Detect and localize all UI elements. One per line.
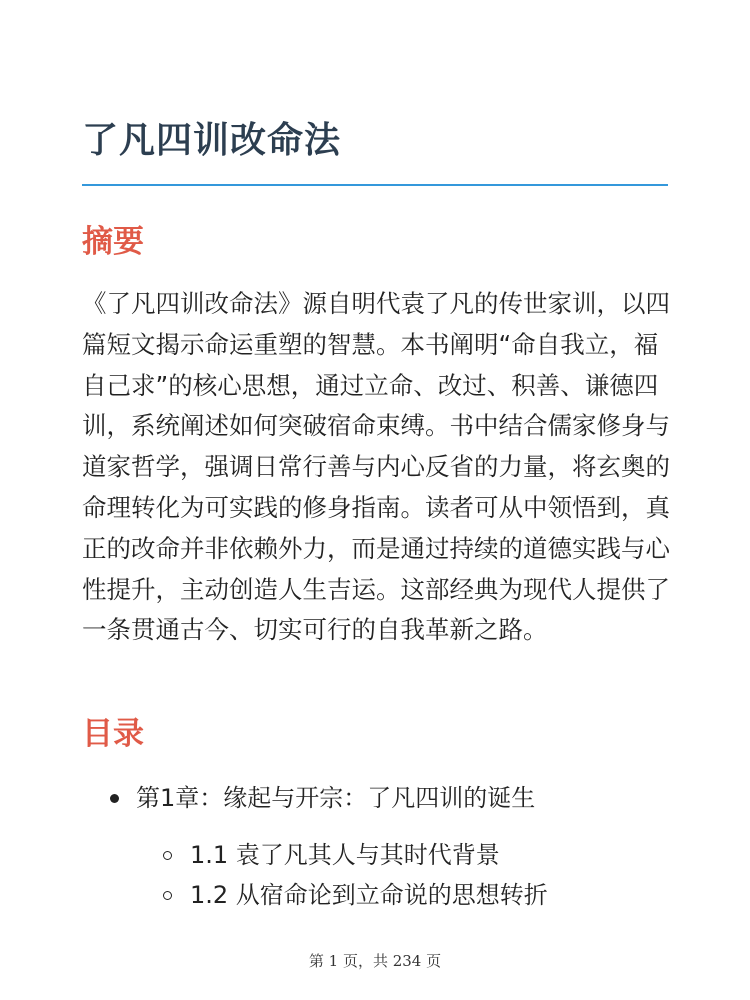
bullet-disc-icon [110, 794, 119, 803]
bullet-circle-icon [163, 891, 172, 900]
page-footer: 第 1 页，共 234 页 [308, 952, 442, 970]
title-divider [82, 184, 668, 186]
page-title: 了凡四训改命法 [82, 120, 342, 161]
toc-section-label: 1.1 袁了凡其人与其时代背景 [190, 841, 500, 869]
abstract-heading: 摘要 [82, 224, 144, 260]
toc-heading: 目录 [82, 716, 144, 752]
abstract-paragraph: 《了凡四训改命法》源自明代袁了凡的传世家训，以四篇短文揭示命运重塑的智慧。本书阐明“命自我立，福自己求”的核心思想，通过立命、改过、积善、谦德四训，系统阐述如何突破宿命束缚。书中结合儒家修身与道家哲学，强调日常行善与内心反省的力量，将玄奥的命理转化为可实践的修身指南。读者可从中领悟到，真正的改命并非依赖外力，而是通过持续的道德实践与心性提升，主动创造人生吉运。这部经典为现代人提供了一条贯通古今、切实可行的自我革新之路。 [82, 289, 670, 645]
toc-chapter-label: 第1章：缘起与开宗：了凡四训的诞生 [136, 784, 536, 812]
bullet-circle-icon [163, 851, 172, 860]
toc-section-label: 1.2 从宿命论到立命说的思想转折 [190, 881, 548, 909]
